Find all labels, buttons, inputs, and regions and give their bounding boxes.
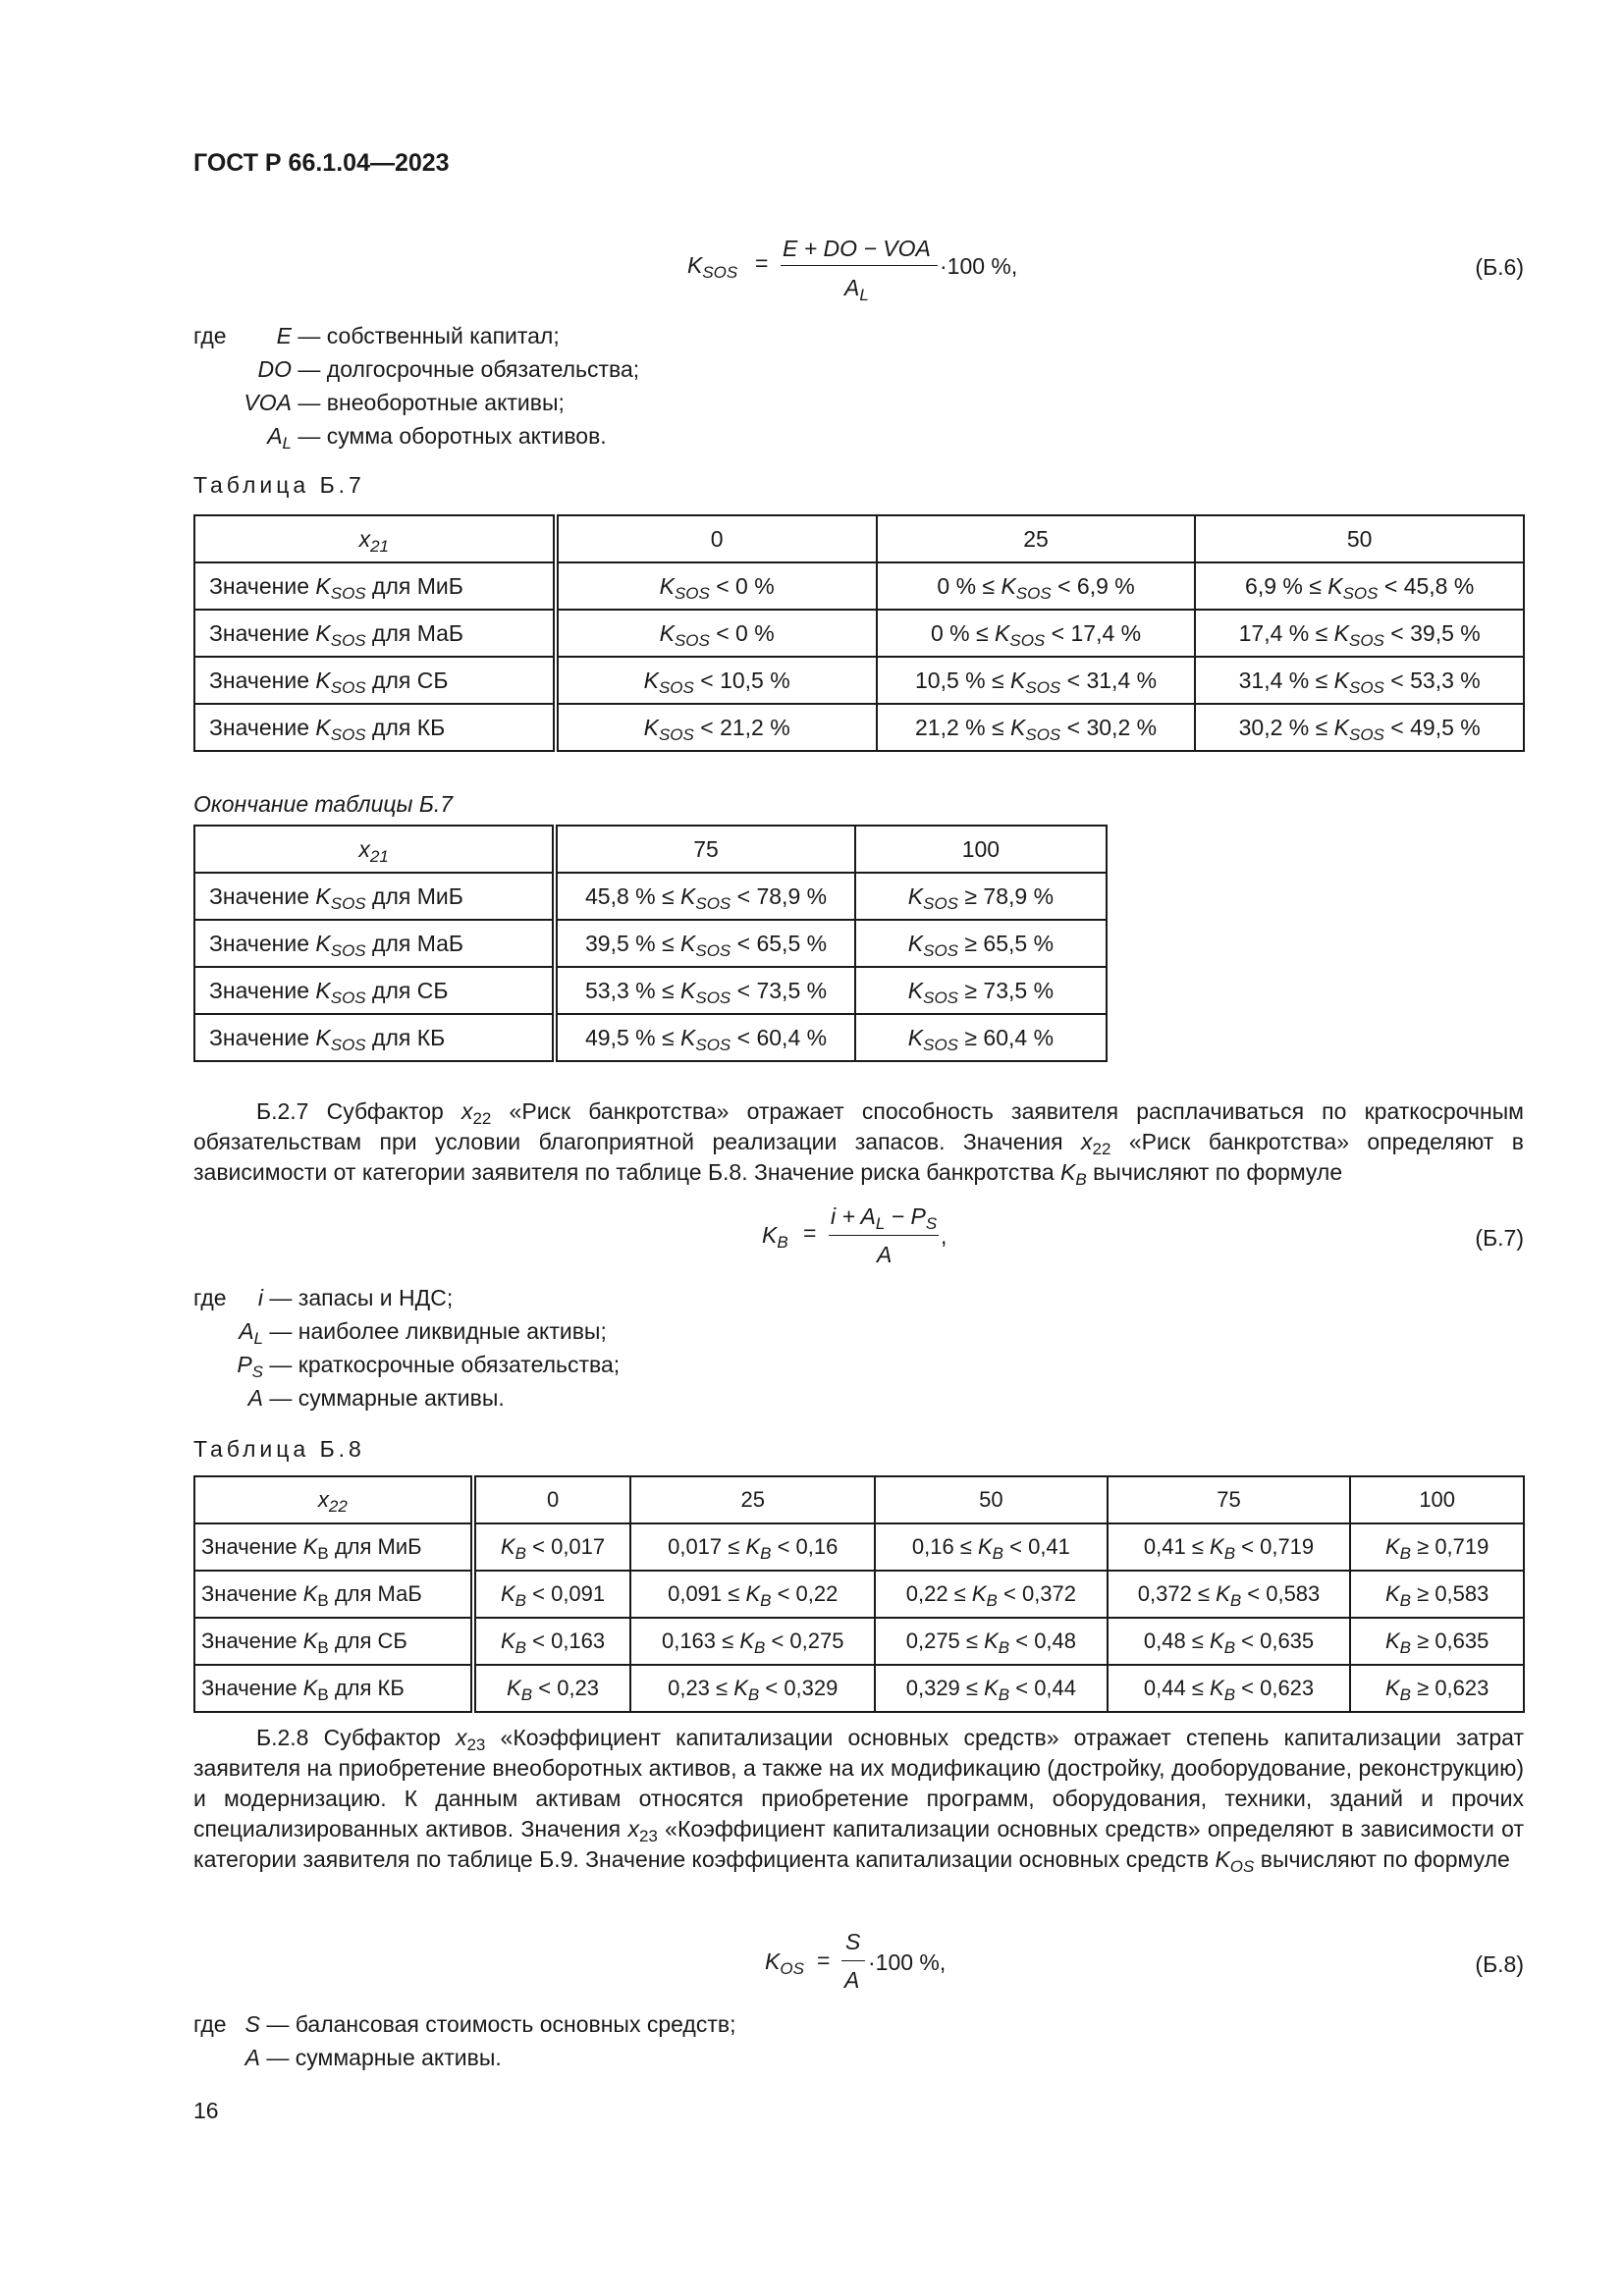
table-row-label: Значение $K_{SOS}$ для МиБ xyxy=(194,562,556,610)
table-row: Значение $K_{SOS}$ для МиБ $K_{SOS} < 0$ % 0 % ≤ $K_{SOS} < 6,9$ % 6,9 % ≤ $K_{SOS} < 45,8$ % xyxy=(194,562,1524,610)
fraction-bar xyxy=(829,1235,939,1236)
table-row: Значение $K_{SOS}$ для МаБ 39,5 % ≤ $K_{SOS} < 65,5$ % $K_{SOS} \ge 65,5$ % xyxy=(194,920,1107,967)
formula-b7-number: (Б.7) xyxy=(1475,1225,1524,1251)
table-row-label: Значение $K_{SOS}$ для СБ xyxy=(194,967,555,1014)
formula-b8-lhs: $K_{OS}$ xyxy=(765,1949,804,1978)
where-item: i — запасы и НДС; xyxy=(257,1285,454,1310)
table-corner: $x_{21}$ xyxy=(194,826,555,873)
table-header-row xyxy=(194,1476,1524,1523)
formula-b8-number: (Б.8) xyxy=(1475,1951,1524,1977)
where-item: $A_L$ — наиболее ликвидные активы; xyxy=(239,1318,607,1348)
fraction-bar xyxy=(781,265,938,266)
table-row: Значение $K_{SOS}$ для КБ 49,5 % ≤ $K_{SOS} < 60,4$ % $K_{SOS} \ge 60,4$ % xyxy=(194,1014,1107,1061)
table-col-header: 100 xyxy=(1350,1476,1524,1523)
paragraph-b27: Б.2.7 Субфактор $x_{22}$ «Риск банкротства» отражает способность заявителя расплачиваться по краткосрочным обязательствам при условии благоприятной реализации запасов. Значения $x_{22}$ «Риск банкротства» определяют в зависимости от категории заявителя по таблице Б.8. Значение риска банкротства $K_B$ вычисляют по формуле xyxy=(193,1098,1524,1189)
table-row: Значение $K_В$ для СБ $K_B < 0,163$ $0,163 \le K_B < 0,275$ $0,275 \le K_B < 0,48$ $0,48 \le K_B < 0,635$ $K_B \ge 0,635$ xyxy=(194,1618,1524,1665)
where-item: VOA — внеоборотные активы; xyxy=(244,390,565,415)
where-item: $A_L$ — сумма оборотных активов. xyxy=(267,423,607,453)
table-row: Значение $K_{SOS}$ для СБ $K_{SOS} < 10,5$ % 10,5 % ≤ $K_{SOS} < 31,4$ % 31,4 % ≤ $K_{SOS} < 53,3$ % xyxy=(194,657,1524,704)
table-row-label: Значение $K_В$ для МаБ xyxy=(194,1571,473,1618)
document-header: ГОСТ Р 66.1.04—2023 xyxy=(193,149,450,177)
formula-b6-lhs: $K_{SOS}$ xyxy=(687,252,738,282)
table-col-header: 100 xyxy=(855,826,1107,873)
table-row: Значение $K_{SOS}$ для КБ $K_{SOS} < 21,2$ % 21,2 % ≤ $K_{SOS} < 30,2$ % 30,2 % ≤ $K_{SOS} < 49,5$ % xyxy=(194,704,1524,751)
table-b7-caption: Таблица Б.7 xyxy=(193,472,365,498)
table-row-label: Значение $K_{SOS}$ для МаБ xyxy=(194,610,556,657)
page-number: 16 xyxy=(193,2098,219,2123)
table-col-header: 0 xyxy=(473,1476,631,1523)
table-col-header: 25 xyxy=(877,515,1196,562)
table-row: Значение $K_{SOS}$ для МаБ $K_{SOS} < 0$ % 0 % ≤ $K_{SOS} < 17,4$ % 17,4 % ≤ $K_{SOS} < 39,5$ % xyxy=(194,610,1524,657)
formula-b7-tail: , xyxy=(941,1223,947,1249)
paragraph-b28: Б.2.8 Субфактор $x_{23}$ «Коэффициент капитализации основных средств» отражает степень капитализации затрат заявителя на приобретение внеоборотных активов, а также на их модификацию (достройку, дооборудование, реконструкцию) и модернизацию. К данным активам относятся приобретение программ, оборудования, техники, зданий и прочих специализированных активов. Значения $x_{23}$ «Коэффициент капитализации основных средств» определяют в зависимости от категории заявителя по таблице Б.9. Значение коэффициента капитализации основных средств $K_{OS}$ вычисляют по формуле xyxy=(193,1725,1524,1876)
formula-b6-number: (Б.6) xyxy=(1475,254,1524,280)
table-row: Значение $K_В$ для КБ $K_B < 0,23$ $0,23 \le K_B < 0,329$ $0,329 \le K_B < 0,44$ $0,44 \le K_B < 0,623$ $K_B \ge 0,623$ xyxy=(194,1665,1524,1712)
table-corner: $x_{21}$ xyxy=(194,515,556,562)
table-col-header: 75 xyxy=(1108,1476,1351,1523)
table-row: Значение $K_В$ для МаБ $K_B < 0,091$ $0,091 \le K_B < 0,22$ $0,22 \le K_B < 0,372$ $0,372 \le K_B < 0,583$ $K_B \ge 0,583$ xyxy=(194,1571,1524,1618)
table-row-label: Значение $K_{SOS}$ для МиБ xyxy=(194,873,555,920)
table-b7-end-caption: Окончание таблицы Б.7 xyxy=(193,791,454,817)
fraction-bar xyxy=(841,1960,865,1961)
table-row-label: Значение $K_В$ для МиБ xyxy=(194,1523,473,1571)
formula-b6-denominator: $A_L$ xyxy=(844,275,869,304)
table-col-header: 75 xyxy=(555,826,855,873)
table-header-row xyxy=(194,515,1524,562)
table-row: Значение $K_{SOS}$ для СБ 53,3 % ≤ $K_{SOS} < 73,5$ % $K_{SOS} \ge 73,5$ % xyxy=(194,967,1107,1014)
table-b8-caption: Таблица Б.8 xyxy=(193,1436,365,1462)
table-col-header: 50 xyxy=(1195,515,1524,562)
table-col-header: 25 xyxy=(630,1476,875,1523)
table-row-label: Значение $K_{SOS}$ для КБ xyxy=(194,704,556,751)
table-b8 xyxy=(193,1475,1525,1713)
table-row-label: Значение $K_{SOS}$ для МаБ xyxy=(194,920,555,967)
formula-b8-tail: ·100 %, xyxy=(868,1949,947,1975)
formula-b7-numerator: $i + A_L - P_S$ xyxy=(831,1203,938,1233)
formula-b8-numerator: S xyxy=(845,1929,861,1954)
formula-b6-numerator: E + DO − VOA xyxy=(783,236,931,261)
table-row-label: Значение $K_{SOS}$ для СБ xyxy=(194,657,556,704)
table-row-label: Значение $K_В$ для СБ xyxy=(194,1618,473,1665)
formula-b7-lhs: $K_B$ xyxy=(762,1222,788,1252)
formula-b6-tail: ·100 %, xyxy=(940,253,1018,279)
where-item: S — балансовая стоимость основных средств; xyxy=(244,2011,736,2037)
table-header-row xyxy=(194,826,1107,873)
where-item: A — суммарные активы. xyxy=(244,2045,502,2070)
where-item: A — суммарные активы. xyxy=(247,1385,505,1411)
where-item: E — собственный капитал; xyxy=(276,323,560,348)
table-b7 xyxy=(193,514,1525,752)
table-row: Значение $K_В$ для МиБ $K_B < 0,017$ $0,017 \le K_B < 0,16$ $0,16 \le K_B < 0,41$ $0,41 \le K_B < 0,719$ $K_B \ge 0,719$ xyxy=(194,1523,1524,1571)
table-col-header: 0 xyxy=(556,515,877,562)
table-row: Значение $K_{SOS}$ для МиБ 45,8 % ≤ $K_{SOS} < 78,9$ % $K_{SOS} \ge 78,9$ % xyxy=(194,873,1107,920)
table-b7-end xyxy=(193,825,1108,1062)
formula-b8-denominator: A xyxy=(844,1967,860,1993)
table-corner: $x_{22}$ xyxy=(194,1476,473,1523)
table-row-label: Значение $K_{SOS}$ для КБ xyxy=(194,1014,555,1061)
formula-b7-denominator: A xyxy=(877,1242,893,1267)
table-col-header: 50 xyxy=(875,1476,1108,1523)
where-item: $P_S$ — краткосрочные обязательства; xyxy=(237,1352,621,1381)
where-item: DO — долгосрочные обязательства; xyxy=(257,356,640,382)
table-row-label: Значение $K_В$ для КБ xyxy=(194,1665,473,1712)
